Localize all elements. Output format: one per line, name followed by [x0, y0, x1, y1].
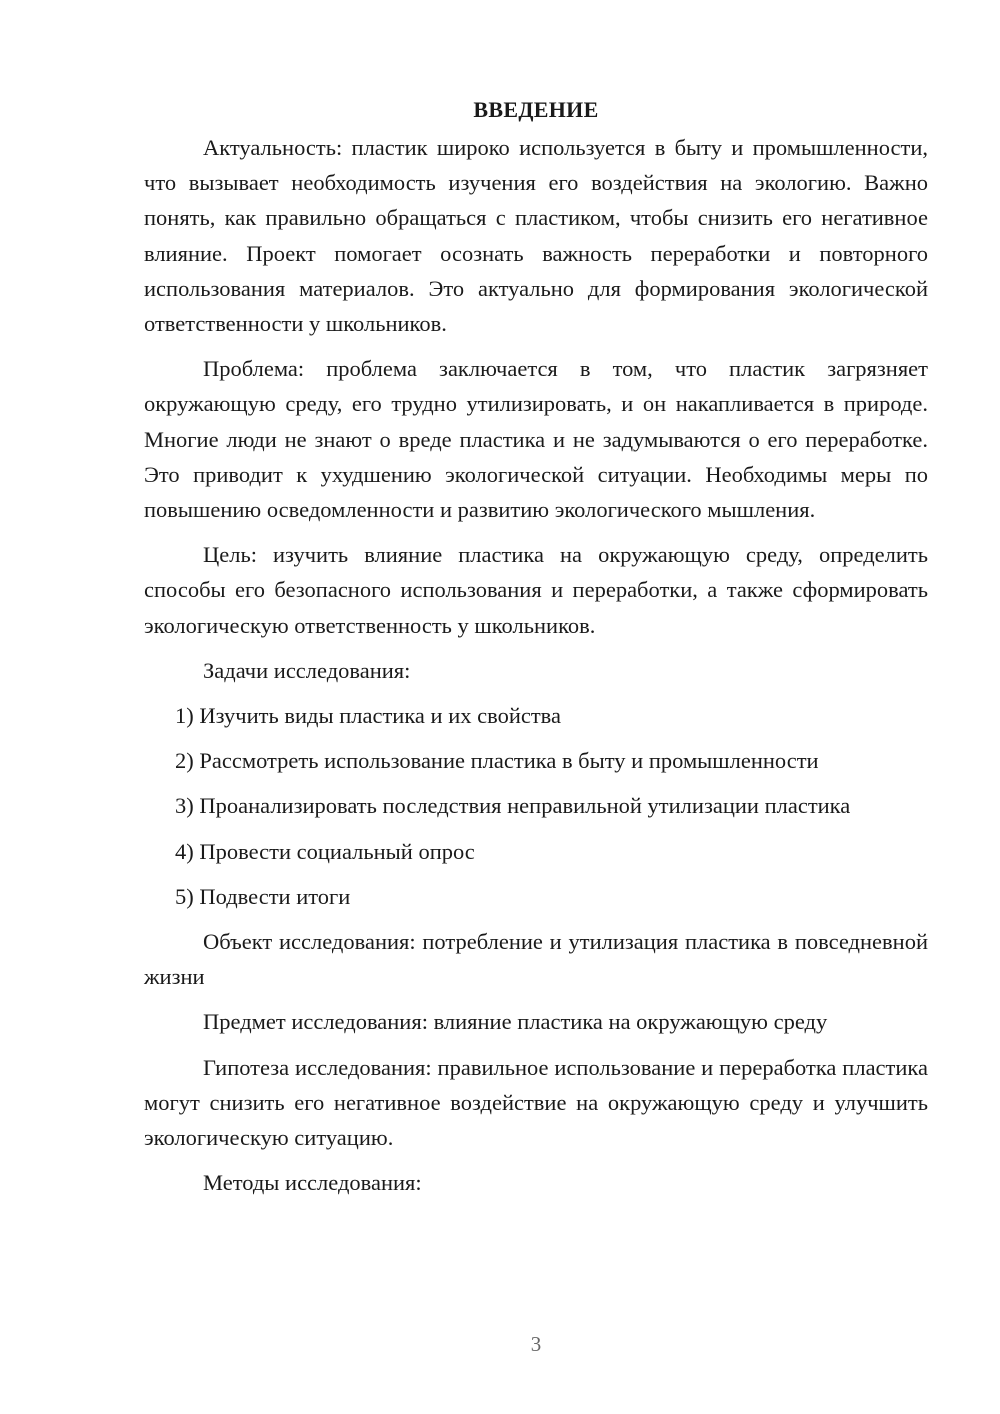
list-item: 1) Изучить виды пластика и их свойства: [175, 703, 561, 729]
paragraph-object: Объект исследования: потребление и утилизация пластика в повседневной жизни: [144, 929, 928, 990]
list-item: 5) Подвести итоги: [175, 883, 351, 909]
paragraph-goal: Цель: изучить влияние пластика на окружающую среду, определить способы его безопасного использования и переработки, а также сформировать экологическую ответственность у школьников.: [144, 542, 928, 638]
paragraph-problem: Проблема: проблема заключается в том, что пластик загрязняет окружающую среду, его трудно утилизировать, и он накапливается в природе. Многие люди не знают о вреде пластика и не задумываются о его переработке. Это приводит к ухудшению экологической ситуации. Необходимы меры по повышению осведомленности и развитию экологического мышления.: [144, 356, 928, 523]
paragraph-subject: Предмет исследования: влияние пластика на окружающую среду: [203, 1009, 828, 1035]
paragraph-hypothesis: Гипотеза исследования: правильное использование и переработка пластика могут снизить его негативное воздействие на окружающую среду и улучшить экологическую ситуацию.: [144, 1054, 928, 1151]
page-number: 3: [530, 1332, 542, 1356]
list-item: 4) Провести социальный опрос: [175, 838, 475, 864]
list-item: 3) Проанализировать последствия неправильной утилизации пластика: [175, 793, 851, 819]
document-page: [144, 90, 928, 1210]
list-item: 2) Рассмотреть использование пластика в быту и промышленности: [175, 748, 819, 774]
tasks-list: [144, 698, 928, 914]
paragraph-methods: Методы исследования:: [203, 1170, 422, 1196]
paragraph-relevance: Актуальность: пластик широко используется в быту и промышленности, что вызывает необходимость изучения его воздействия на экологию. Важно понять, как правильно обращаться с пластиком, чтобы снизить его негативное влияние. Проект помогает осознать важность переработки и повторного использования материалов. Это актуально для формирования экологической ответственности у школьников.: [144, 135, 928, 337]
tasks-heading: Задачи исследования:: [203, 657, 411, 683]
page-title: ВВЕДЕНИЕ: [473, 97, 599, 122]
